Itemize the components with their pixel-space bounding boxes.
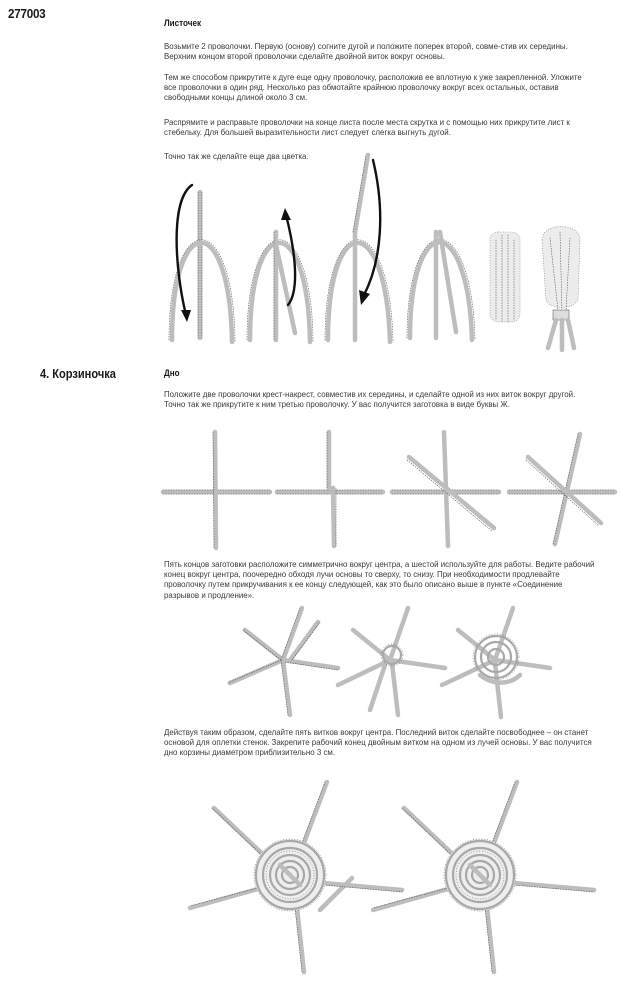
leaf-step-6	[542, 227, 580, 351]
basket-section-title: 4. Корзиночка	[40, 366, 116, 381]
base-step-2	[373, 782, 594, 972]
base-steps-figure	[190, 770, 610, 981]
leaf-paragraph-2: Тем же способом прикрутите к дуге еще одну проволочку, расположив ее вплотную к уже закрепленной. Уложите все проволочки в один ряд. Несколько раз обмотайте крайнюю проволочку вокруг всех остальных, оставив свободными концы длиной около 3 см.	[164, 72, 582, 103]
leaf-paragraph-4: Точно так же сделайте еще два цветка.	[164, 151, 309, 161]
leaf-paragraph-1: Возьмите 2 проволочки. Первую (основу) согните дугой и положите поперек второй, совме-стив их середины. Верхним концом второй проволочки сделайте двойной виток вокруг основы.	[164, 41, 568, 62]
leaf-heading: Листочек	[164, 18, 202, 28]
leaf-step-3	[325, 155, 393, 342]
star-step-2	[338, 608, 445, 715]
cross-step-3	[392, 432, 499, 546]
star-step-3	[442, 608, 550, 717]
basket-paragraph-1: Положите две проволочки крест-накрест, совместив их середины, и сделайте одной из них виток вокруг другой. Точно так же прикрутите к ним третью проволочку. У вас получится заготовка в виде буквы Ж.	[164, 389, 576, 410]
leaf-step-2	[247, 208, 313, 342]
star-steps-figure	[220, 605, 560, 720]
cross-step-2	[277, 432, 383, 546]
leaf-step-1	[169, 185, 235, 342]
basket-subtitle: Дно	[164, 368, 180, 378]
cross-steps-figure	[155, 430, 615, 550]
basket-paragraph-2: Пять концов заготовки расположите симметрично вокруг центра, а шестой используйте для работы. Ведите рабочий конец вокруг центра, поочередно обходя лучи основы то сверху, то снизу. При необходимости продлевайте проволочку путем прикручивания к ее концу следующей, как это было описано выше в пункте «Соединение разрывов и продление».	[164, 559, 595, 600]
basket-paragraph-3: Действуя таким образом, сделайте пять витков вокруг центра. Последний виток сделайте посвободнее – он станет основой для оплетки стенок. Закрепите рабочий конец двойным витком на одном из лучей основы. У вас получится дно корзины диаметром приблизительно 3 см.	[164, 727, 592, 758]
leaf-steps-figure	[160, 150, 600, 350]
cross-step-1	[163, 432, 270, 548]
page-id: 277003	[8, 6, 46, 21]
cross-step-4	[509, 434, 615, 544]
leaf-step-5	[490, 232, 520, 322]
star-step-1	[228, 608, 338, 715]
leaf-paragraph-3: Распрямите и расправьте проволочки на конце листа после места скрутка и с помощью них прикрутите лист к стебельку. Для большей выразительности лист следует слегка выгнуть дугой.	[164, 117, 570, 138]
base-step-1	[190, 782, 402, 972]
leaf-step-4	[407, 232, 475, 340]
